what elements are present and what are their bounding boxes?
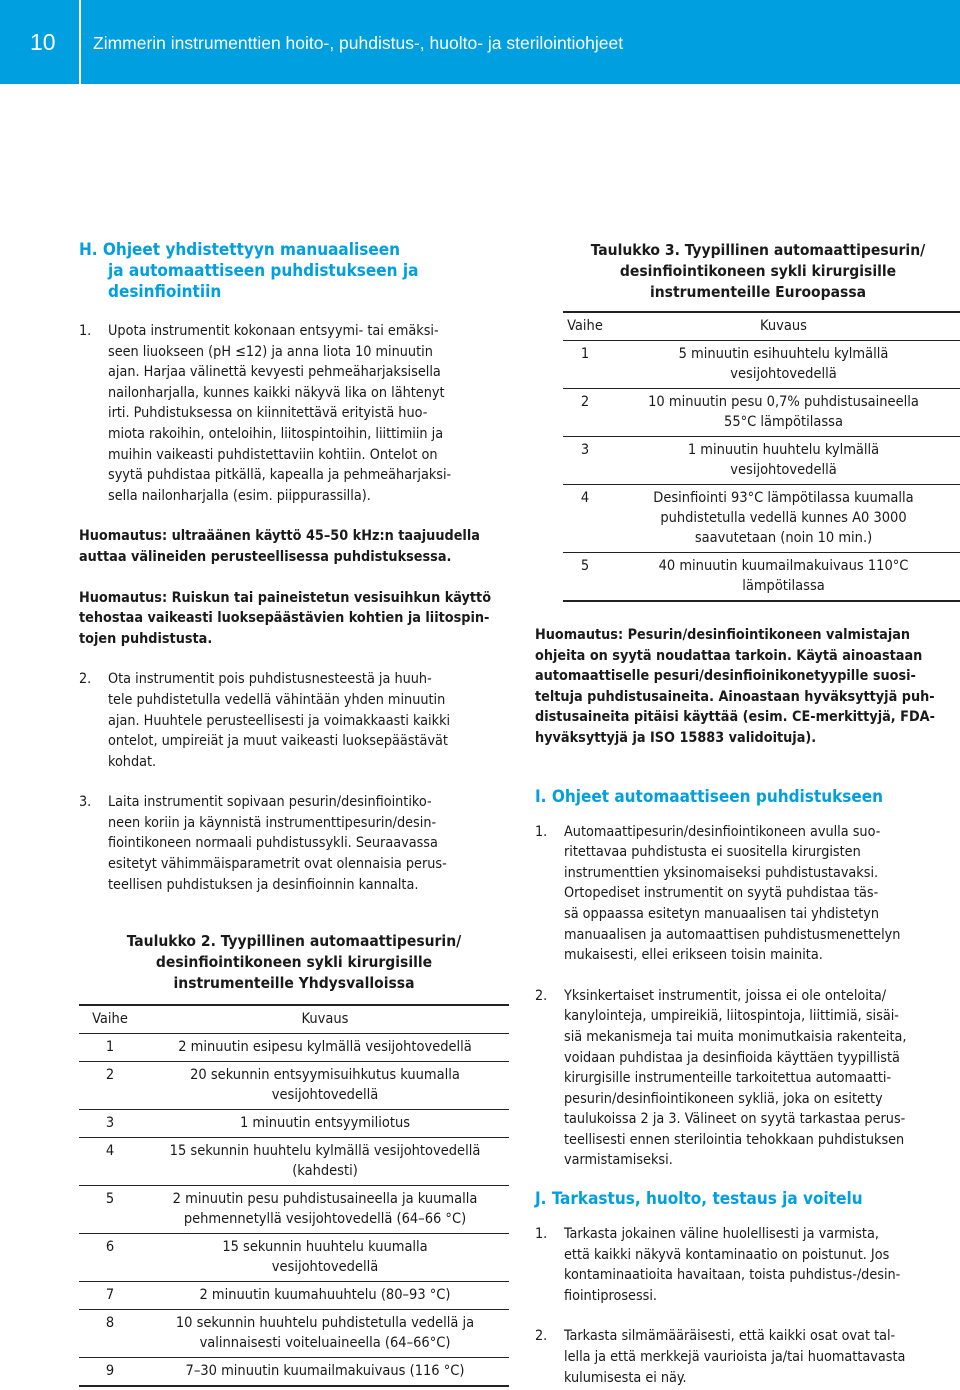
text-line: neen koriin ja käynnistä instrumenttipesurin/desin- bbox=[108, 814, 437, 831]
text-line: fiointiprosessi. bbox=[564, 1287, 657, 1304]
header-kuvaus: Kuvaus bbox=[141, 1005, 509, 1034]
text-line: auttaa välineiden perusteellisessa puhdistuksessa. bbox=[79, 548, 452, 565]
list-item-h1 bbox=[79, 321, 509, 506]
table-row bbox=[79, 1282, 509, 1310]
list-item-j1 bbox=[535, 1224, 955, 1306]
text-line: tehostaa vaikeasti luoksepäästävien kohtien ja liitospin- bbox=[79, 610, 490, 627]
text-line: ontelot, umpireiät ja muut vaikeasti luoksepäästävät bbox=[108, 733, 448, 750]
text-line: distusaineita pitäisi käyttää (esim. CE-merkittyjä, FDA- bbox=[535, 709, 935, 726]
cell-description: 2 minuutin pesu puhdistusaineella ja kuumalla pehmennetyllä vesijohtovedellä (64–66 °C) bbox=[141, 1186, 509, 1234]
right-column bbox=[535, 625, 955, 1388]
text-line: fiointikoneen normaali puhdistussykli. Seuraavassa bbox=[108, 835, 438, 852]
table-row bbox=[79, 1234, 509, 1282]
section-h-heading bbox=[79, 240, 509, 303]
table-row bbox=[563, 437, 960, 485]
text-line: Huomautus: Pesurin/desinfiointikoneen valmistajan bbox=[535, 627, 911, 643]
table3 bbox=[563, 311, 960, 602]
cell-step: 2 bbox=[563, 389, 607, 437]
cell-description: 10 sekunnin huuhtelu puhdistetulla vedellä ja valinnaisesti voiteluaineella (64–66°C) bbox=[141, 1310, 509, 1358]
table-header-row bbox=[563, 312, 960, 341]
text-line: kohdat. bbox=[108, 753, 157, 770]
text-line: teltuja puhdistusaineita. Ainoastaan hyväksyttyjä puh- bbox=[535, 688, 935, 705]
text-line: 2. bbox=[535, 1328, 548, 1345]
table-row bbox=[79, 1110, 509, 1138]
cell-description: 2 minuutin kuumahuuhtelu (80–93 °C) bbox=[141, 1282, 509, 1310]
cell-step: 3 bbox=[563, 437, 607, 485]
text-line: teellisen puhdistuksen ja desinfioinnin kannalta. bbox=[108, 876, 419, 893]
text-line: hyväksyttyjä ja ISO 15883 validoituja). bbox=[535, 729, 817, 746]
list-item-j2 bbox=[535, 1326, 955, 1388]
cell-description: 15 sekunnin huuhtelu kuumalla vesijohtovedellä bbox=[141, 1234, 509, 1282]
cell-description: 1 minuutin huuhtelu kylmällä vesijohtovedellä bbox=[607, 437, 960, 485]
list-item-i2 bbox=[535, 986, 955, 1171]
text-line: kontaminaatioita havaitaan, toista puhdistus-/desin- bbox=[564, 1267, 901, 1284]
cell-step: 2 bbox=[79, 1062, 141, 1110]
cell-description: 40 minuutin kuumailmakuivaus 110°C lämpötilassa bbox=[607, 553, 960, 602]
cell-description: 20 sekunnin entsyymisuihkutus kuumalla vesijohtovedellä bbox=[141, 1062, 509, 1110]
note-manufacturer bbox=[535, 625, 955, 749]
text-line: Ota instrumentit pois puhdistusnesteestä ja huuh- bbox=[108, 671, 432, 688]
text-line: teellisesti ennen sterilointia tehokkaan puhdistuksen bbox=[564, 1131, 905, 1148]
cell-description: 7–30 minuutin kuumailmakuivaus (116 °C) bbox=[141, 1358, 509, 1387]
header-divider bbox=[79, 0, 81, 84]
text-line: 2. bbox=[535, 987, 548, 1004]
text-line: ja automaattiseen puhdistukseen ja bbox=[108, 261, 419, 281]
cell-step: 5 bbox=[563, 553, 607, 602]
text-line: sella nailonharjalla (esim. piippurassilla). bbox=[108, 487, 371, 504]
cell-description: 2 minuutin esipesu kylmällä vesijohtovedellä bbox=[141, 1034, 509, 1062]
cell-step: 7 bbox=[79, 1282, 141, 1310]
text-line: ritettavaa puhdistusta ei suositella kirurgisten bbox=[564, 844, 861, 861]
section-j-heading: J. Tarkastus, huolto, testaus ja voitelu bbox=[535, 1189, 863, 1210]
table-row bbox=[563, 485, 960, 553]
text-line: irti. Puhdistuksessa on kiinnitettävä erityistä huo- bbox=[108, 405, 428, 422]
text-line: muihin vaikeasti puhdistettaviin kohtiin. Ontelot on bbox=[108, 446, 438, 463]
text-line: että kaikki näkyvä kontaminaatio on poistunut. Jos bbox=[564, 1246, 890, 1263]
table-row bbox=[563, 389, 960, 437]
text-line: mukaisesti, ellei erikseen toisin mainita. bbox=[564, 947, 823, 964]
text-line: Huomautus: Ruiskun tai paineistetun vesisuihkun käyttö bbox=[79, 589, 492, 606]
table-row bbox=[79, 1138, 509, 1186]
text-line: sä oppaassa esitetyn manuaalisen tai yhdistetyn bbox=[564, 905, 880, 922]
text-line: Laita instrumentit sopivaan pesurin/desinfiointiko- bbox=[108, 794, 432, 811]
text-line: ohjeita on syytä noudattaa tarkoin. Käytä ainoastaan bbox=[535, 647, 923, 664]
cell-step: 4 bbox=[79, 1138, 141, 1186]
text-line: Upota instrumentit kokonaan entsyymi- tai emäksi- bbox=[108, 323, 439, 339]
table-row bbox=[79, 1310, 509, 1358]
text-line: tele puhdistetulla vedellä vähintään yhden minuutin bbox=[108, 691, 446, 708]
list-item-h2 bbox=[79, 669, 509, 772]
text-line: kulumisesta ei näy. bbox=[564, 1369, 687, 1386]
text-line: Automaattipesurin/desinfiointikoneen avulla suo- bbox=[564, 823, 881, 840]
text-line: tojen puhdistusta. bbox=[79, 630, 213, 647]
table-row bbox=[79, 1034, 509, 1062]
text-line: ajan. Huuhtele perusteellisesti ja voimakkaasti kaikki bbox=[108, 712, 451, 729]
text-line: ajan. Harjaa välinettä kevyesti pehmeäharjaksisella bbox=[108, 364, 441, 381]
header-kuvaus: Kuvaus bbox=[607, 312, 960, 341]
table2 bbox=[79, 1004, 509, 1387]
table2-caption bbox=[79, 931, 509, 994]
cell-step: 9 bbox=[79, 1358, 141, 1387]
document-title: Zimmerin instrumenttien hoito-, puhdistus-, huolto- ja sterilointiohjeet bbox=[93, 33, 624, 53]
page-header bbox=[0, 0, 960, 84]
text-line: siä mekanismeja tai muita monimutkaisia rakenteita, bbox=[564, 1028, 907, 1045]
header-vaihe: Vaihe bbox=[563, 312, 607, 341]
text-line: voidaan puhdistaa ja desinfioida käyttäen tyypillistä bbox=[564, 1049, 900, 1066]
text-line: 3. bbox=[79, 794, 92, 811]
text-line: instrumenttien yksinomaiseksi puhdistustavaksi. bbox=[564, 864, 879, 881]
table-row bbox=[79, 1358, 509, 1387]
text-line: 1. bbox=[535, 823, 548, 840]
text-line: syytä puhdistaa pitkällä, kapealla ja pehmeäharjaksi- bbox=[108, 467, 452, 484]
text-line: taulukoissa 2 ja 3. Välineet on syytä tarkastaa perus- bbox=[564, 1111, 906, 1128]
table-header-row bbox=[79, 1005, 509, 1034]
list-item-h3 bbox=[79, 792, 509, 895]
text-line: Ortopediset instrumentit on syytä puhdistaa täs- bbox=[564, 885, 879, 902]
list-item-i1 bbox=[535, 822, 955, 966]
text-line: 1. bbox=[535, 1226, 548, 1243]
table-row bbox=[563, 341, 960, 389]
cell-description: Desinfiointi 93°C lämpötilassa kuumalla puhdistetulla vedellä kunnes A0 3000 saavutetaan (noin 10 min.) bbox=[607, 485, 960, 553]
header-vaihe: Vaihe bbox=[79, 1005, 141, 1034]
cell-step: 4 bbox=[563, 485, 607, 553]
left-column bbox=[79, 240, 509, 895]
text-line: automaattiselle pesuri/desinfioinikonetyypille suosi- bbox=[535, 668, 916, 685]
text-line: manuaalisen ja automaattisen puhdistusmenettelyn bbox=[564, 926, 901, 943]
text-line: desinfiointikoneen sykli kirurgisille bbox=[619, 262, 897, 280]
text-line: Huomautus: ultraäänen käyttö 45–50 kHz:n taajuudella bbox=[79, 528, 480, 545]
table-row bbox=[563, 553, 960, 602]
cell-description: 1 minuutin entsyymiliotus bbox=[141, 1110, 509, 1138]
text-line: H. Ohjeet yhdistettyyn manuaaliseen bbox=[79, 240, 400, 260]
text-line: nailonharjalla, kunnes kaikki näkyvä lika on lähtenyt bbox=[108, 384, 445, 401]
text-line: esitetyt vähimmäisparametrit ovat olennaisia perus- bbox=[108, 856, 447, 873]
cell-description: 10 minuutin pesu 0,7% puhdistusaineella 55°C lämpötilassa bbox=[607, 389, 960, 437]
text-line: varmistamiseksi. bbox=[564, 1152, 673, 1169]
text-line: Yksinkertaiset instrumentit, joissa ei ole onteloita/ bbox=[564, 987, 887, 1004]
table-row bbox=[79, 1186, 509, 1234]
text-line: miota rakoihin, onteloihin, liitospintoihin, liittimiin ja bbox=[108, 425, 444, 442]
note-water-jet bbox=[79, 588, 509, 650]
text-line: kanylointeja, umpireikiä, liitospintoja, liittimiä, sisäi- bbox=[564, 1008, 899, 1025]
cell-step: 3 bbox=[79, 1110, 141, 1138]
text-line: pesurin/desinfiointikoneen sykliä, joka on esitetty bbox=[564, 1090, 883, 1107]
cell-step: 6 bbox=[79, 1234, 141, 1282]
table3-caption bbox=[563, 240, 953, 303]
text-line: instrumenteille Yhdysvalloissa bbox=[173, 974, 415, 992]
text-line: Tarkasta jokainen väline huolellisesti ja varmista, bbox=[564, 1226, 879, 1243]
text-line: lella ja että merkkejä vaurioista ja/tai huomattavasta bbox=[564, 1349, 906, 1366]
text-line: Tarkasta silmämääräisesti, että kaikki osat ovat tal- bbox=[564, 1328, 896, 1345]
page-number: 10 bbox=[30, 29, 56, 55]
note-ultrasound bbox=[79, 526, 509, 567]
text-line: desinfiointikoneen sykli kirurgisille bbox=[155, 953, 433, 971]
cell-description: 15 sekunnin huuhtelu kylmällä vesijohtovedellä (kahdesti) bbox=[141, 1138, 509, 1186]
text-line: instrumenteille Euroopassa bbox=[649, 283, 867, 301]
cell-description: 5 minuutin esihuuhtelu kylmällä vesijohtovedellä bbox=[607, 341, 960, 389]
text-line: Taulukko 2. Tyypillinen automaattipesurin/ bbox=[126, 932, 462, 950]
text-line: desinfiointiin bbox=[108, 282, 222, 302]
cell-step: 1 bbox=[79, 1034, 141, 1062]
text-line: 1. bbox=[79, 323, 92, 339]
cell-step: 8 bbox=[79, 1310, 141, 1358]
cell-step: 1 bbox=[563, 341, 607, 389]
text-line: Taulukko 3. Tyypillinen automaattipesurin/ bbox=[590, 241, 926, 259]
section-i-heading: I. Ohjeet automaattiseen puhdistukseen bbox=[535, 786, 884, 807]
table-row bbox=[79, 1062, 509, 1110]
text-line: 2. bbox=[79, 671, 92, 688]
text-line: seen liuokseen (pH ≤12) ja anna liota 10 minuutin bbox=[108, 343, 433, 360]
text-line: kirurgisille instrumenteille tarkoitettua automaatti- bbox=[564, 1070, 892, 1087]
cell-step: 5 bbox=[79, 1186, 141, 1234]
